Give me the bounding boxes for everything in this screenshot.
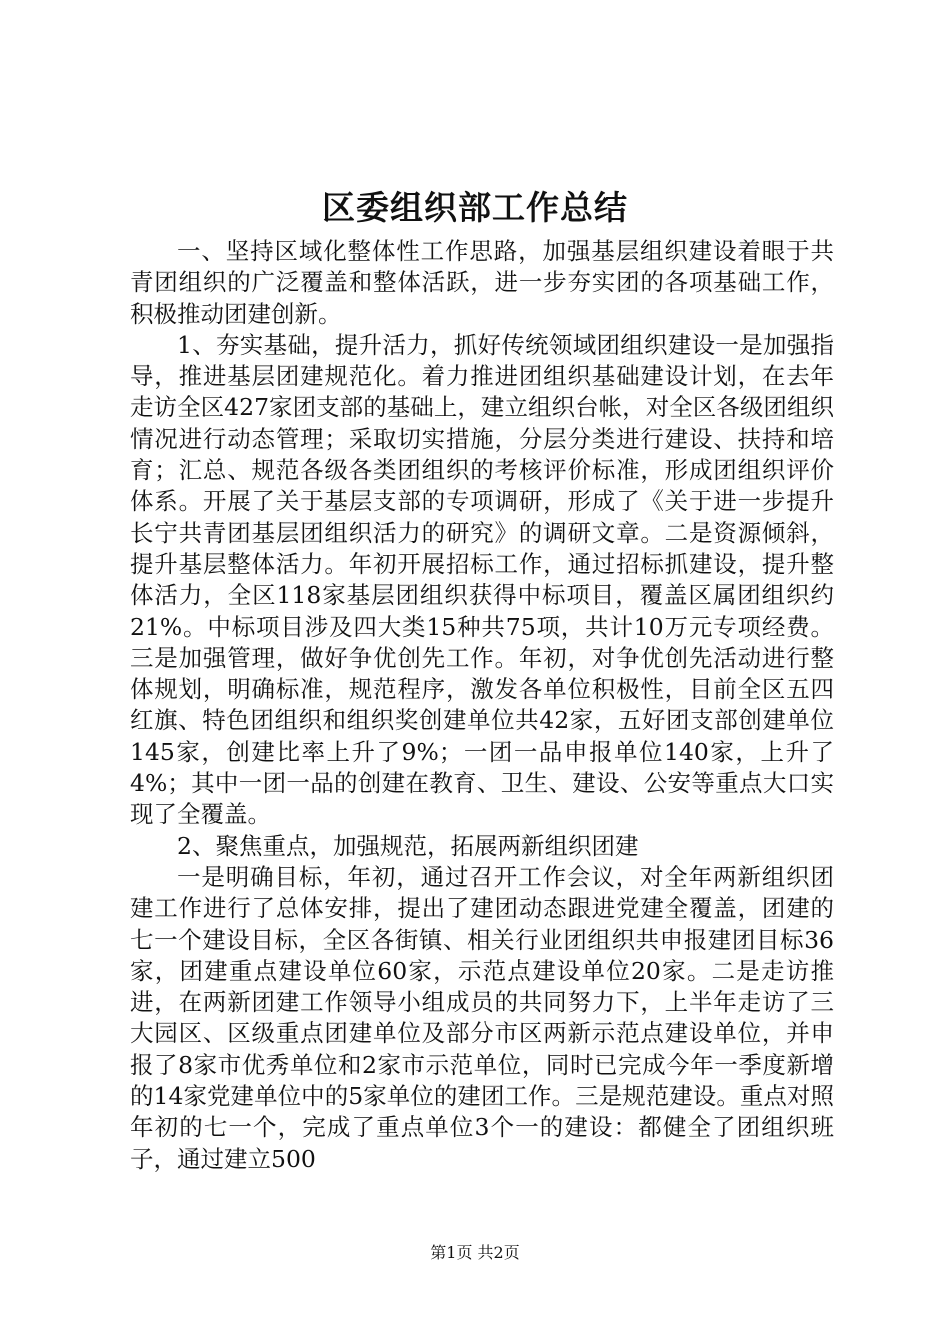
paragraph-item-one: 1、夯实基础，提升活力，抓好传统领域团组织建设一是加强指导，推进基层团建规范化。着力推进团组织基础建设计划，在去年走访全区427家团支部的基础上，建立组织台帐，对全区各级团组织情况进行动态管理；采取切实措施，分层分类进行建设、扶持和培育；汇总、规范各级各类团组织的考核评价标准，形成团组织评价体系。开展了关于基层支部的专项调研，形成了《关于进一步提升长宁共青团基层团组织活力的研究》的调研文章。二是资源倾斜，提升基层整体活力。年初开展招标工作，通过招标抓建设，提升整体活力，全区118家基层团组织获得中标项目，覆盖区属团组织约21%。中标项目涉及四大类15种共75项，共计10万元专项经费。三是加强管理，做好争优创先工作。年初，对争优创先活动进行整体规划，明确标准，规范程序，激发各单位积极性，目前全区五四红旗、特色团组织和组织奖创建单位共42家，五好团支部创建单位145家，创建比率上升了9%；一团一品申报单位140家，上升了4%；其中一团一品的创建在教育、卫生、建设、公安等重点大口实现了全覆盖。: [130, 330, 834, 829]
document-title: 区委组织部工作总结: [322, 188, 628, 227]
page-number-footer: 第1页 共2页: [430, 1243, 520, 1262]
paragraph-item-two-body: 一是明确目标，年初，通过召开工作会议，对全年两新组织团建工作进行了总体安排，提出了建团动态跟进党建全覆盖，团建的七一个建设目标，全区各街镇、相关行业团组织共申报建团目标36家，团建重点建设单位60家，示范点建设单位20家。二是走访推进，在两新团建工作领导小组成员的共同努力下，上半年走访了三大园区、区级重点团建单位及部分市区两新示范点建设单位，并申报了8家市优秀单位和2家市示范单位，同时已完成今年一季度新增的14家党建单位中的5家单位的建团工作。三是规范建设。重点对照年初的七一个，完成了重点单位3个一的建设：都健全了团组织班子，通过建立500: [130, 862, 834, 1173]
paragraph-item-two-heading: 2、聚焦重点，加强规范，拓展两新组织团建: [177, 831, 639, 860]
paragraph-section-one: 一、坚持区域化整体性工作思路，加强基层组织建设着眼于共青团组织的广泛覆盖和整体活跃，进一步夯实团的各项基础工作，积极推动团建创新。: [130, 237, 834, 328]
document-body: [130, 236, 834, 1175]
